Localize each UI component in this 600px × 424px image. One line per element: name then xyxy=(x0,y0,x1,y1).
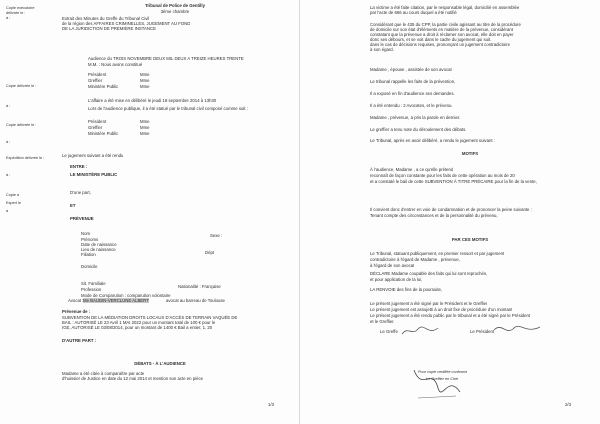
president-signature xyxy=(492,322,542,336)
dispositif-line: à l'égard de son avocat xyxy=(370,263,415,268)
dautre-part: D'AUTRE PART : xyxy=(62,338,97,343)
deliberation: Lors de l'audience publique, il a été statué par le tribunal civil composé comme suit : xyxy=(88,106,248,111)
page-number: 2/3 xyxy=(565,402,571,407)
margin-note: Copie délivrée le : xyxy=(6,123,37,127)
role-name: Mme xyxy=(140,119,150,124)
dispositif-line: Le présent jugement a été rendu public par le tribunal et a été signé par le Président xyxy=(370,313,531,318)
deliberation: L'affaire a été mise en délibéré le jeudi 18 septembre 2014 à 13h30 xyxy=(88,98,217,103)
dispositif-line: et pour application de la loi, xyxy=(370,277,423,282)
margin-note: Expédition délivrée le : xyxy=(6,156,45,160)
margin-note: délivrée le : xyxy=(6,11,26,15)
court-sub: 3ème chambre xyxy=(160,9,190,14)
margin-note: Expert le xyxy=(6,201,21,205)
role-label: Greffier xyxy=(88,125,103,130)
judgment-line: Le jugement suivant a été rendu xyxy=(62,153,124,158)
prevenue: PRÉVENUE xyxy=(70,216,94,221)
field-label: Lieu de naissance xyxy=(81,247,116,252)
field-label: Filiation xyxy=(81,252,96,257)
role-label: Greffier xyxy=(88,78,103,83)
hearing-line: Audience du TROIS NOVEMBRE DEUX MIL DEUX A TREIZE HEURES TRENTE xyxy=(88,56,244,61)
expose-line: Il a exposé en fin d'audience ses demandes. xyxy=(370,91,455,96)
prevenue-de-line: BAIL : AUTORISÉ LE 23 Avril 1 MAI 2022 pour un montant total de 100 € pour le xyxy=(62,320,216,325)
role-name: Mme xyxy=(140,131,150,136)
court-name: Tribunal de Police de Gentilly xyxy=(145,3,205,8)
situation: Sit. Familiale xyxy=(81,281,106,286)
certified-signature xyxy=(408,362,468,408)
dispositif-title: PAR CES MOTIFS xyxy=(451,237,489,242)
hearing-line: M.M. : Nous avons constitué xyxy=(88,62,143,67)
madame2-line: Madame , prévenue, a pris la parole en dernier. xyxy=(370,115,461,120)
role-name: Mme xyxy=(140,78,150,83)
tribunal-line: Le Tribunal, après en avoir délibéré, a rendu le jugement suivant : xyxy=(370,138,495,143)
field-label: Nom xyxy=(81,231,91,236)
role-name: Mme xyxy=(140,72,150,77)
motifs-line: et a constaté le bail de cette SUBVENTION À TITRE PRÉCAIRE pour la fin de la vente, xyxy=(370,179,537,184)
debats-line: Madame a été citée à comparaître par acte xyxy=(62,371,145,376)
mode-comparution: Mode de Comparution : comparution volontaire xyxy=(81,293,171,298)
margin-note: Copie exécutoire xyxy=(6,6,35,10)
middle-line: Il convient donc d'entrer en voie de condamnation et de prononcer la peine suivante : xyxy=(370,207,532,212)
dispositif-line: Le Tribunal, statuant publiquement, en premier ressort et par jugement xyxy=(370,251,505,256)
text-line: de domicile sur son état d'éléments en matière de la prévenue, considérant xyxy=(370,27,513,32)
header-line: DE LA JURIDICTION DE PREMIÈRE INSTANCE xyxy=(62,26,156,31)
margin-note: à : xyxy=(6,173,11,177)
field-right: Sexe : xyxy=(210,233,223,238)
role-label: Président xyxy=(88,72,107,77)
entre: ENTRE : xyxy=(70,164,88,169)
rappel-line: Le tribunal rappelle les faits de la prévention, xyxy=(370,79,456,84)
page-number: 1/3 xyxy=(268,402,274,407)
profession: Profession xyxy=(81,287,102,292)
prevenue-de-line: IGE, AUTORISÉ LE 03/08/2014, pour un montant de 1400 € Bail a entier, 1, 20 xyxy=(62,325,213,330)
barreau: avocat au barreau de Toulouse xyxy=(166,298,225,303)
debats-title: DÉBATS - À L'AUDIENCE xyxy=(134,361,186,366)
greffe-signature xyxy=(400,324,440,338)
middle-line: Tenant compte des circonstances et de la personnalité du prévenu, xyxy=(370,213,498,218)
field-label: Date de naissance xyxy=(81,242,117,247)
debats-line: d'huissier de Justice en date du 12 mai 2014 et mention son acte en pièce xyxy=(62,376,204,381)
dispositif-line: contradictoire à l'égard de Madame , prévenue, xyxy=(370,257,460,262)
margin-note: à : xyxy=(6,104,11,108)
prevenue-de-title: Prévenue de : xyxy=(62,309,91,314)
dune-part: D'une part, xyxy=(70,190,91,195)
motifs-title: MOTIFS xyxy=(461,151,479,156)
greffier-line: Le greffier a tenu note du déroulement des débats. xyxy=(370,127,467,132)
role-label: Ministère Public xyxy=(88,131,119,136)
field-label: Prénoms xyxy=(81,237,99,242)
role-label: Ministère Public xyxy=(88,84,119,89)
field-right: Dépt xyxy=(205,250,215,255)
etat-line: Il a été entendu : 2 Avocates, et le prévenu. xyxy=(370,103,453,108)
dispositif-line: DÉCLARE Madame coupable des faits qui lui sont reprochés, xyxy=(370,271,488,276)
nationalite: Nationalité : Française xyxy=(178,284,221,289)
text-line: donc ses débours, et se voit dans le cadre du jugement qui suit. xyxy=(370,37,492,42)
stamp-line: Pour copie certifiée conforme xyxy=(418,370,468,374)
motifs-line: À l'audience, Madame , a ce qu'elle prétend xyxy=(370,167,454,172)
right-page xyxy=(300,0,600,424)
margin-note: à xyxy=(6,209,9,213)
field-label: Domicile xyxy=(81,264,98,269)
madame-line: Madame , épouse , assistée de son avocat xyxy=(370,67,452,72)
text-line: dans le cas de décisions requises, prononçant un jugement contradictoire xyxy=(370,42,510,47)
margin-note: Copie à xyxy=(6,193,20,197)
text-line: Considérant que le 435 du CPP, la partie civile agissant au titre de la procédure xyxy=(370,22,521,27)
president-label: Le Président xyxy=(470,329,495,334)
motifs-line: reconnaît de façon constante pour les faits de cette opération au mois de 20 xyxy=(370,173,515,178)
margin-note: à : xyxy=(6,16,11,20)
et: ET xyxy=(70,203,76,208)
prevenue-de-line: SUBVENTION DE LA MÉDIATION DROITS LOCAUX D'ACCÈS DE TERRAIN VAQUÉE DE xyxy=(62,315,238,320)
role-name: Mme xyxy=(140,84,150,89)
avocat-label: Avocat : xyxy=(68,298,84,303)
dispositif-line: et le Greffier. xyxy=(370,319,395,324)
text-line: par l'acte de 666 au cours duquel a été notifié xyxy=(370,10,457,15)
greffe-label: Le Greffe xyxy=(380,329,398,334)
text-line: constatant que la prévenue a droit à réclamer son avocat, elle doit en payer xyxy=(370,32,514,37)
dispositif-line: Le présent jugement a été signé par le Président et le Greffier xyxy=(370,301,488,306)
avocat-name: Me BAUDIN-VERCLUNE ALBERT xyxy=(83,298,149,303)
header-line: Extrait des Minutes du Greffe du Tribunal Civil xyxy=(62,16,150,21)
dispositif-line: Le présent jugement est assujetti à un droit fixe de procédure d'un montant xyxy=(370,307,513,312)
text-line: à son égard. xyxy=(370,47,394,52)
role-name: Mme xyxy=(140,125,150,130)
ministere-public: LE MINISTÈRE PUBLIC xyxy=(70,172,118,177)
stamp-line: Le Greffier en Chef xyxy=(426,377,459,381)
role-label: Président xyxy=(88,119,107,124)
margin-note: à : xyxy=(6,140,11,144)
margin-note: Copie délivrée le : xyxy=(6,84,37,88)
dispositif-line: LA RENVOIE des fins de la poursuite, xyxy=(370,287,443,292)
header-line: de la région des AFFAIRES CRIMINELLES, JUGEMENT AU FOND xyxy=(62,21,191,26)
text-line: La victime a été faite citation, par le responsable légal, domicilié en assemblée xyxy=(370,5,520,10)
